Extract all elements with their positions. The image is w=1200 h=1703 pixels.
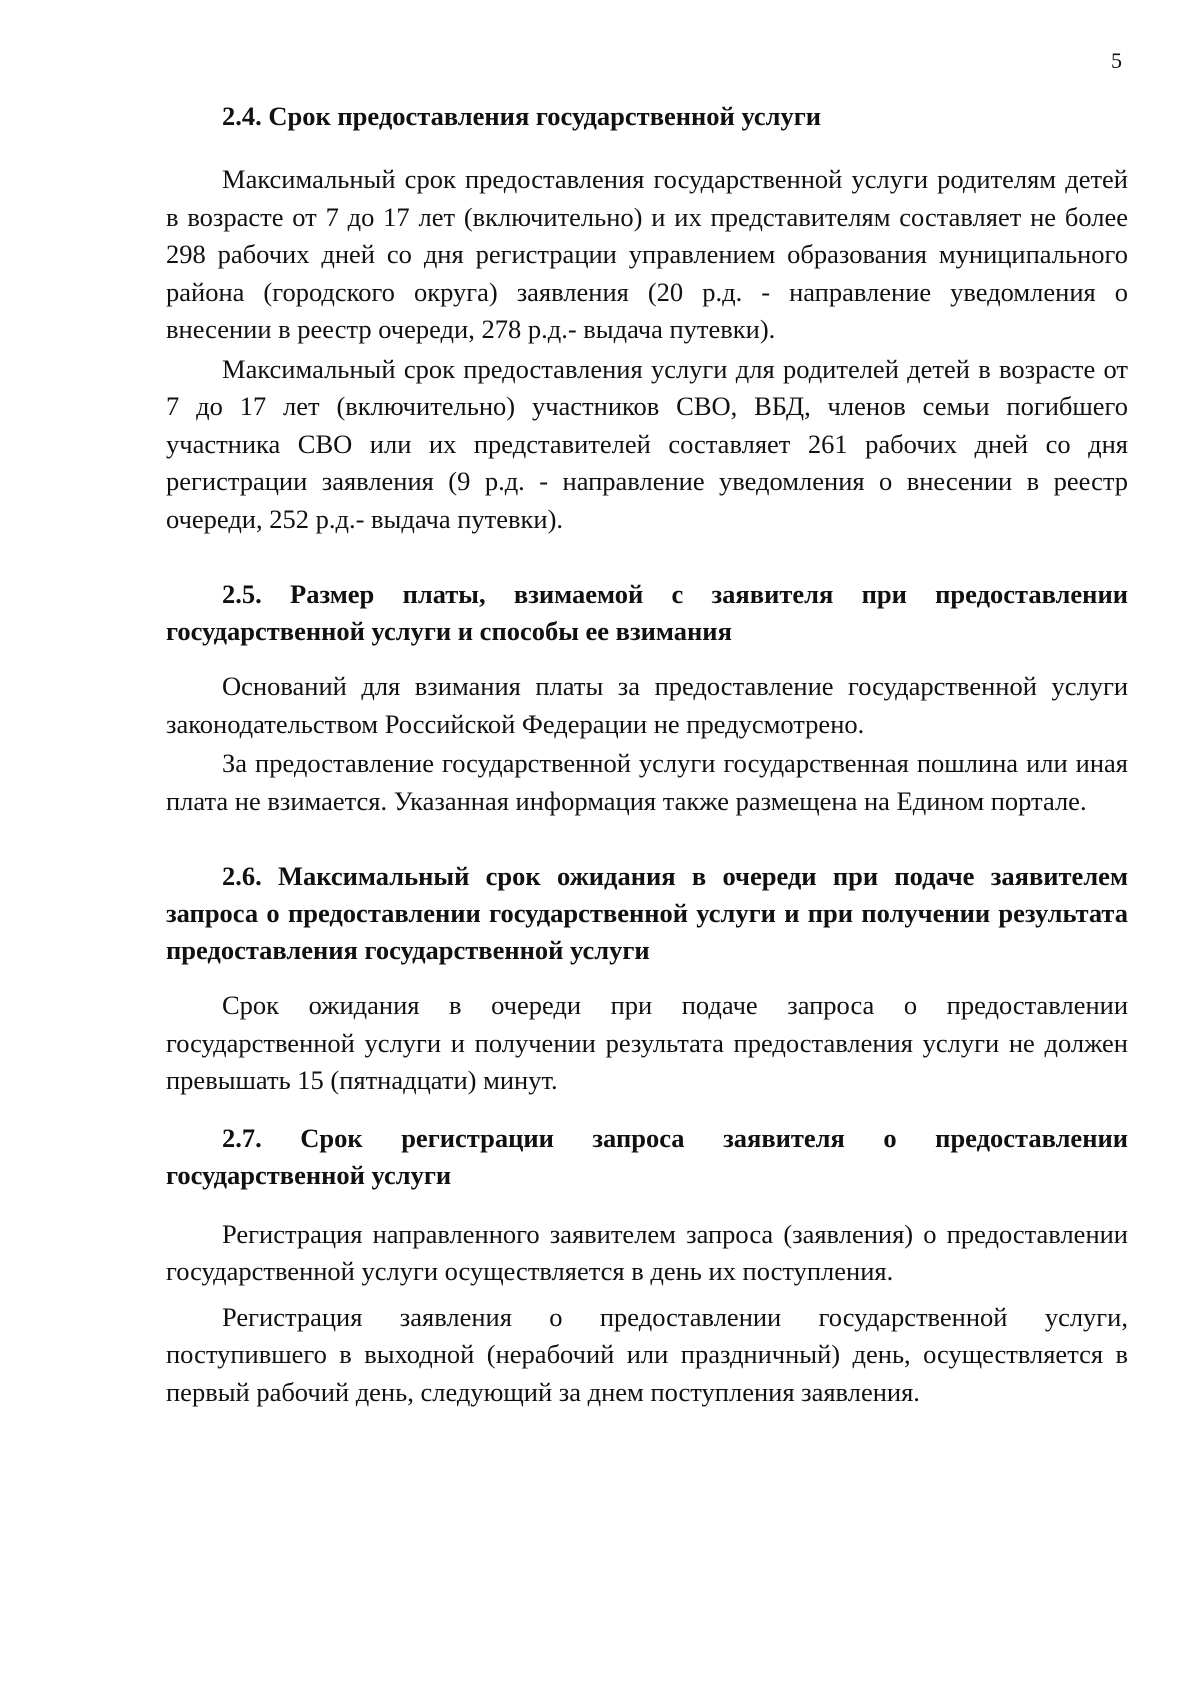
page-number: 5 [1111,48,1122,73]
section-2-6 [166,858,1128,1100]
section-title: 2.4. Срок предоставления государственной услуги [222,101,822,131]
section-title: 2.5. Размер платы, взимаемой с заявителя при предоставлении государственной услуги и способы ее взимания [166,579,1128,646]
paragraph: Регистрация заявления о предоставлении государственной услуги, поступившего в выходной (нерабочий или праздничный) день, осуществляется в первый рабочий день, следующий за днем поступления заявления. [166,1301,1128,1407]
paragraph: Срок ожидания в очереди при подаче запроса о предоставлении государственной услуги и получении результата предоставления услуги не должен превышать 15 (пятнадцати) минут. [166,990,1128,1095]
paragraph: Максимальный срок предоставления услуги для родителей детей в возрасте от 7 до 17 лет (включительно) участников СВО, ВБД, членов семьи погибшего участника СВО или их представителей составляет 261 рабочих дней со дня регистрации заявления (9 р.д. - направление уведомления о внесении в реестр очереди, 252 р.д.- выдача путевки). [166,353,1128,534]
section-2-4 [166,98,1128,538]
paragraph: Максимальный срок предоставления государственной услуги родителям детей в возрасте от 7 до 17 лет (включительно) и их представителям составляет не более 298 рабочих дней со дня регистрации управлением образования муниципального района (городского округа) заявления (20 р.д. - направление уведомления о внесении в реестр очереди, 278 р.д.- выдача путевки). [166,164,1128,344]
section-2-7 [166,1120,1128,1412]
section-title: 2.7. Срок регистрации запроса заявителя о предоставлении государственной услуги [166,1122,1128,1190]
paragraph: Оснований для взимания платы за предоставление государственной услуги законодательством Российской Федерации не предусмотрено. [166,671,1128,739]
paragraph: За предоставление государственной услуги государственная пошлина или иная плата не взимается. Указанная информация также размещена на Едином портале. [166,748,1128,816]
section-2-5 [166,576,1128,820]
section-title: 2.6. Максимальный срок ожидания в очереди при подаче заявителем запроса о предоставлении государственной услуги и при получении результата предоставления государственной услуги [166,861,1128,965]
paragraph: Регистрация направленного заявителем запроса (заявления) о предоставлении государственной услуги осуществляется в день их поступления. [166,1218,1128,1286]
